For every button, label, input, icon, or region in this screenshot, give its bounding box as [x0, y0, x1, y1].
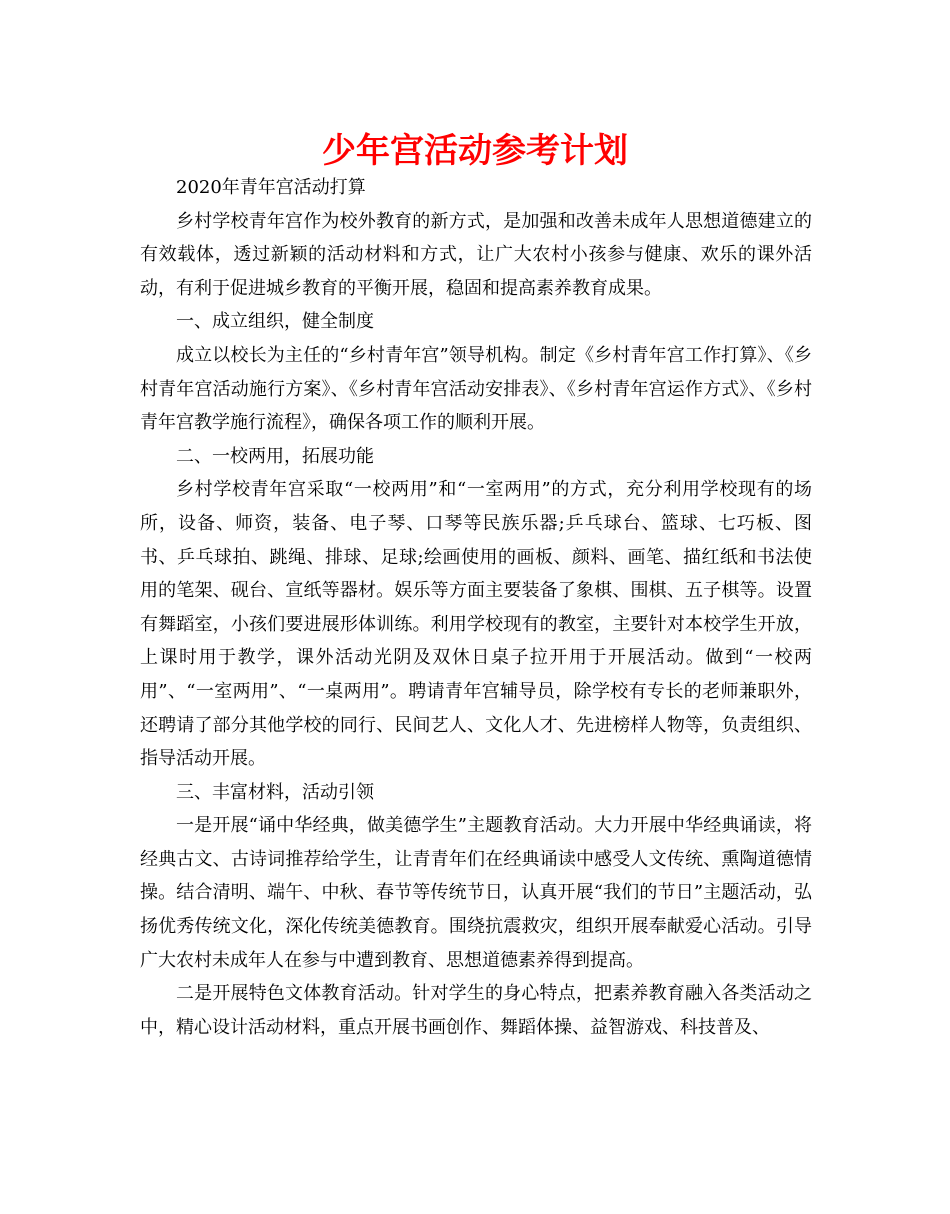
- section-heading-2: 二、一校两用，拓展功能: [176, 445, 374, 467]
- subtitle-paragraph: 2020年青年宫活动打算: [176, 177, 366, 198]
- section-2-paragraph: 乡村学校青年宫采取“一校两用”和“一室两用”的方式，充分利用学校现有的场所，设备、师资，装备、电子琴、口琴等民族乐器;乒乓球台、篮球、七巧板、图书、乒乓球拍、跳绳、排球、足球;绘画使用的画板、颜料、画笔、描红纸和书法使用的笔架、砚台、宣纸等器材。娱乐等方面主要装备了象棋、围棋、五子棋等。设置有舞蹈室，小孩们要进展形体训练。利用学校现有的教室，主要针对本校学生开放，上课时用于教学，课外活动光阴及双休日桌子拉开用于开展活动。做到“一校两用”、“一室两用”、“一桌两用”。聘请青年宫辅导员，除学校有专长的老师兼职外，还聘请了部分其他学校的同行、民间艺人、文化人才、先进榜样人物等，负责组织、指导活动开展。: [140, 479, 812, 770]
- document-body: [140, 171, 812, 1044]
- section-3-paragraph-1: 一是开展“诵中华经典，做美德学生”主题教育活动。大力开展中华经典诵读，将经典古文、古诗词推荐给学生，让青青年们在经典诵读中感受人文传统、熏陶道德情操。结合清明、端午、中秋、春节等传统节日，认真开展“我们的节日”主题活动，弘扬优秀传统文化，深化传统美德教育。围绕抗震救灾，组织开展奉献爱心活动。引导广大农村未成年人在参与中遭到教育、思想道德素养得到提高。: [140, 815, 812, 971]
- section-3-paragraph-2: 二是开展特色文体教育活动。针对学生的身心特点，把素养教育融入各类活动之中，精心设计活动材料，重点开展书画创作、舞蹈体操、益智游戏、科技普及、: [140, 983, 812, 1038]
- section-heading-3: 三、丰富材料，活动引领: [176, 781, 374, 803]
- section-1-paragraph: 成立以校长为主任的“乡村青年宫”领导机构。制定《乡村青年宫工作打算》、《乡村青年宫活动施行方案》、《乡村青年宫活动安排表》、《乡村青年宫运作方式》、《乡村青年宫教学施行流程》，确保各项工作的顺利开展。: [140, 344, 812, 434]
- document-title: 少年宫活动参考计划: [322, 131, 628, 171]
- section-heading-1: 一、成立组织，健全制度: [176, 311, 374, 333]
- intro-paragraph: 乡村学校青年宫作为校外教育的新方式，是加强和改善未成年人思想道德建立的有效载体，透过新颖的活动材料和方式，让广大农村小孩参与健康、欢乐的课外活动，有利于促进城乡教育的平衡开展，稳固和提高素养教育成果。: [140, 210, 812, 299]
